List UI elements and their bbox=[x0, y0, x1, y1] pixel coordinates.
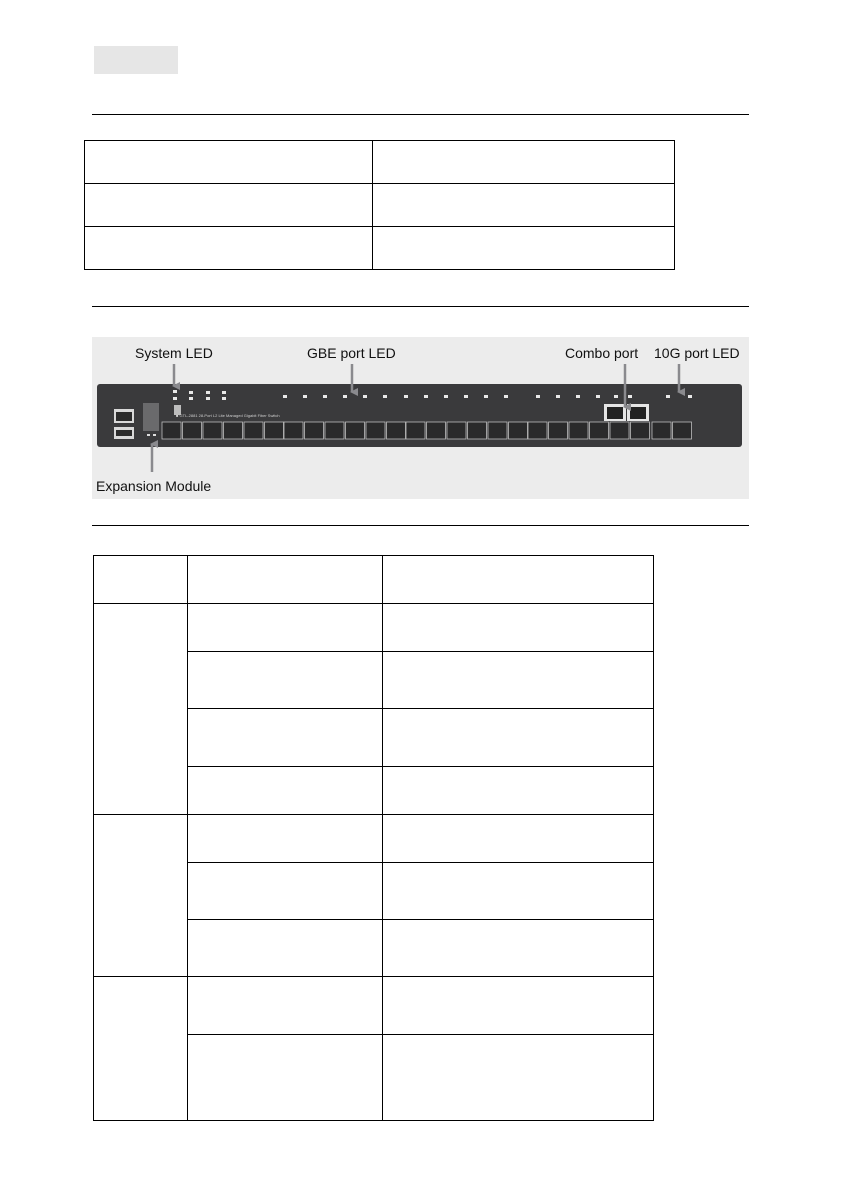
sfp-port bbox=[183, 422, 202, 439]
sfp-port bbox=[366, 422, 385, 439]
gbe-led bbox=[323, 395, 327, 398]
expansion-led bbox=[153, 434, 156, 436]
sfp-port bbox=[406, 422, 425, 439]
system-led bbox=[173, 397, 177, 400]
sfp-port bbox=[652, 422, 671, 439]
expansion-led bbox=[147, 434, 150, 436]
sfp-port-group bbox=[162, 422, 692, 439]
gbe-led bbox=[404, 395, 408, 398]
table-cell bbox=[383, 767, 654, 815]
sfp-port bbox=[346, 422, 365, 439]
gbe-led bbox=[363, 395, 367, 398]
table-cell bbox=[383, 863, 654, 920]
table-cell bbox=[188, 604, 383, 652]
system-led bbox=[222, 397, 226, 400]
table-cell bbox=[188, 767, 383, 815]
table-cell bbox=[188, 652, 383, 709]
table-cell bbox=[94, 815, 188, 977]
system-led bbox=[189, 391, 193, 394]
sfp-port bbox=[468, 422, 487, 439]
sfp-port bbox=[673, 422, 692, 439]
table-cell bbox=[188, 709, 383, 767]
combo-rj45-inner bbox=[607, 407, 623, 419]
front-panel-figure bbox=[92, 337, 749, 499]
table-cell bbox=[188, 1035, 383, 1121]
tenG-led bbox=[688, 395, 692, 398]
gbe-led bbox=[283, 395, 287, 398]
table-cell bbox=[188, 556, 383, 604]
tenG-led bbox=[666, 395, 670, 398]
sfp-port bbox=[549, 422, 568, 439]
table-cell bbox=[85, 184, 373, 227]
gbe-led bbox=[464, 395, 468, 398]
gbe-led bbox=[504, 395, 508, 398]
gbe-led bbox=[383, 395, 387, 398]
gbe-led bbox=[303, 395, 307, 398]
sfp-port bbox=[325, 422, 344, 439]
system-led bbox=[173, 390, 177, 393]
table-cell bbox=[383, 1035, 654, 1121]
table-cell bbox=[383, 652, 654, 709]
console-port-inner bbox=[116, 412, 132, 421]
sfp-port bbox=[447, 422, 466, 439]
table-cell bbox=[85, 227, 373, 270]
table-cell bbox=[94, 556, 188, 604]
sfp-port bbox=[631, 422, 650, 439]
sfp-port bbox=[528, 422, 547, 439]
divider bbox=[92, 114, 749, 115]
system-led bbox=[206, 391, 210, 394]
table-cell bbox=[188, 863, 383, 920]
table-cell bbox=[383, 920, 654, 977]
label-combo-port: Combo port bbox=[565, 345, 639, 361]
table-row bbox=[94, 604, 654, 652]
sfp-port bbox=[387, 422, 406, 439]
sfp-port bbox=[265, 422, 284, 439]
table-row bbox=[94, 556, 654, 604]
table-cell bbox=[383, 815, 654, 863]
table-cell bbox=[85, 141, 373, 184]
table-cell bbox=[94, 604, 188, 815]
table-row bbox=[85, 227, 675, 270]
table-row bbox=[94, 977, 654, 1035]
gbe-led bbox=[536, 395, 540, 398]
table-cell bbox=[383, 556, 654, 604]
sfp-port bbox=[509, 422, 528, 439]
led-table bbox=[93, 555, 654, 1121]
table-cell bbox=[383, 977, 654, 1035]
gbe-led bbox=[343, 395, 347, 398]
label-gbe-led: GBE port LED bbox=[307, 345, 396, 361]
system-led bbox=[222, 391, 226, 394]
gbe-led bbox=[628, 395, 632, 398]
gbe-led bbox=[484, 395, 488, 398]
sfp-port bbox=[284, 422, 303, 439]
system-led bbox=[206, 397, 210, 400]
gbe-led bbox=[596, 395, 600, 398]
sfp-port bbox=[305, 422, 324, 439]
table-cell bbox=[373, 184, 675, 227]
usb-port-inner bbox=[116, 430, 132, 436]
table-row bbox=[85, 141, 675, 184]
table-cell bbox=[383, 604, 654, 652]
sfp-port bbox=[224, 422, 243, 439]
expansion-module-slot bbox=[143, 403, 159, 431]
gbe-led bbox=[444, 395, 448, 398]
table-cell bbox=[94, 977, 188, 1121]
table-cell bbox=[188, 815, 383, 863]
sfp-port bbox=[610, 422, 629, 439]
label-system-led: System LED bbox=[135, 345, 213, 361]
gbe-led bbox=[576, 395, 580, 398]
gbe-led bbox=[556, 395, 560, 398]
label-expansion-module: Expansion Module bbox=[96, 478, 212, 494]
sfp-port bbox=[488, 422, 507, 439]
divider bbox=[92, 306, 749, 307]
system-led bbox=[189, 397, 193, 400]
gbe-led bbox=[614, 395, 618, 398]
table-cell bbox=[188, 977, 383, 1035]
sfp-port bbox=[244, 422, 263, 439]
divider bbox=[92, 525, 749, 526]
sfp-port bbox=[162, 422, 181, 439]
section-tag-box bbox=[94, 46, 178, 74]
sfp-port bbox=[203, 422, 222, 439]
table-cell bbox=[373, 141, 675, 184]
label-10g-led: 10G port LED bbox=[654, 345, 740, 361]
table-cell bbox=[383, 709, 654, 767]
table-row bbox=[94, 815, 654, 863]
table-row bbox=[85, 184, 675, 227]
sfp-port bbox=[590, 422, 609, 439]
table-cell bbox=[373, 227, 675, 270]
sfp-port bbox=[427, 422, 446, 439]
sfp-port bbox=[569, 422, 588, 439]
device-model-text: ■ GTL-2881 28-Port L2 Lite Managed Gigabit Fiber Switch bbox=[176, 413, 280, 418]
gbe-led bbox=[424, 395, 428, 398]
front-panel-svg bbox=[92, 337, 749, 499]
spec-table bbox=[84, 140, 675, 270]
combo-rj45-inner bbox=[630, 407, 646, 419]
table-cell bbox=[188, 920, 383, 977]
